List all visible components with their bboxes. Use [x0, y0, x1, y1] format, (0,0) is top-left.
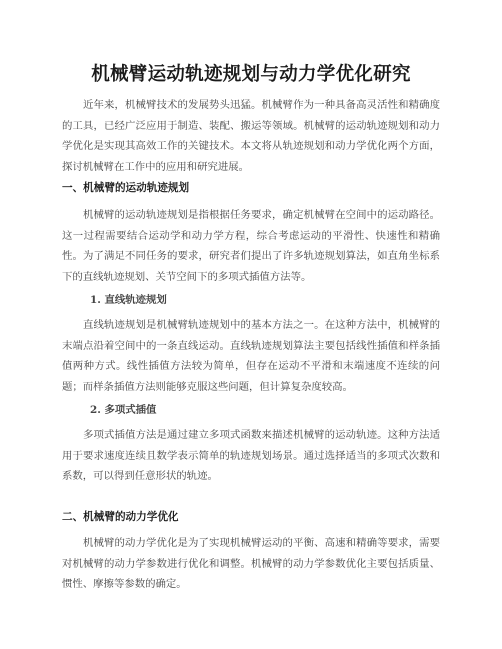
section-heading-trajectory-planning: 一、机械臂的运动轨迹规划	[62, 182, 190, 194]
section-heading-dynamics-optimization: 二、机械臂的动力学优化	[62, 511, 179, 523]
document-title: 机械臂运动轨迹规划与动力学优化研究	[91, 64, 411, 85]
linear-trajectory-paragraph: 直线轨迹规划是机械臂轨迹规划中的基本方法之一。在这种方法中，机械臂的末端点沿着空间中的一条直线运动。直线轨迹规划算法主要包括线性插值和样条插值两种方式。线性插值方法较为简单，但存在运动不平滑和末端速度不连续的问题；而样条插值方法则能够克服这些问题，但计算复杂度较高。	[62, 319, 440, 393]
dynamics-optimization-paragraph: 机械臂的动力学优化是为了实现机械臂运动的平衡、高速和精确等要求，需要对机械臂的动力学参数进行优化和调整。机械臂的动力学参数优化主要包括质量、惯性、摩擦等参数的确定。	[62, 537, 440, 590]
intro-paragraph: 近年来，机械臂技术的发展势头迅猛。机械臂作为一种具备高灵活性和精确度的工具，已经广泛应用于制造、装配、搬运等领域。机械臂的运动轨迹规划和动力学优化是实现其高效工作的关键技术。本文将从轨迹规划和动力学优化两个方面，探讨机械臂在工作中的应用和研究进展。	[62, 99, 440, 173]
subheading-polynomial-interpolation: 2. 多项式插值	[90, 404, 157, 416]
polynomial-interpolation-paragraph: 多项式插值方法是通过建立多项式函数来描述机械臂的运动轨迹。这种方法适用于要求速度连续且数学表示简单的轨迹规划场景。通过选择适当的多项式次数和系数，可以得到任意形状的轨迹。	[62, 429, 440, 482]
trajectory-planning-paragraph: 机械臂的运动轨迹规划是指根据任务要求，确定机械臂在空间中的运动路径。这一过程需要结合运动学和动力学方程，综合考虑运动的平滑性、快速性和精确性。为了满足不同任务的要求，研究者们提出了许多轨迹规划算法，如直角坐标系下的直线轨迹规划、关节空间下的多项式插值方法等。	[62, 209, 440, 283]
subheading-linear-trajectory: 1. 直线轨迹规划	[90, 294, 167, 306]
